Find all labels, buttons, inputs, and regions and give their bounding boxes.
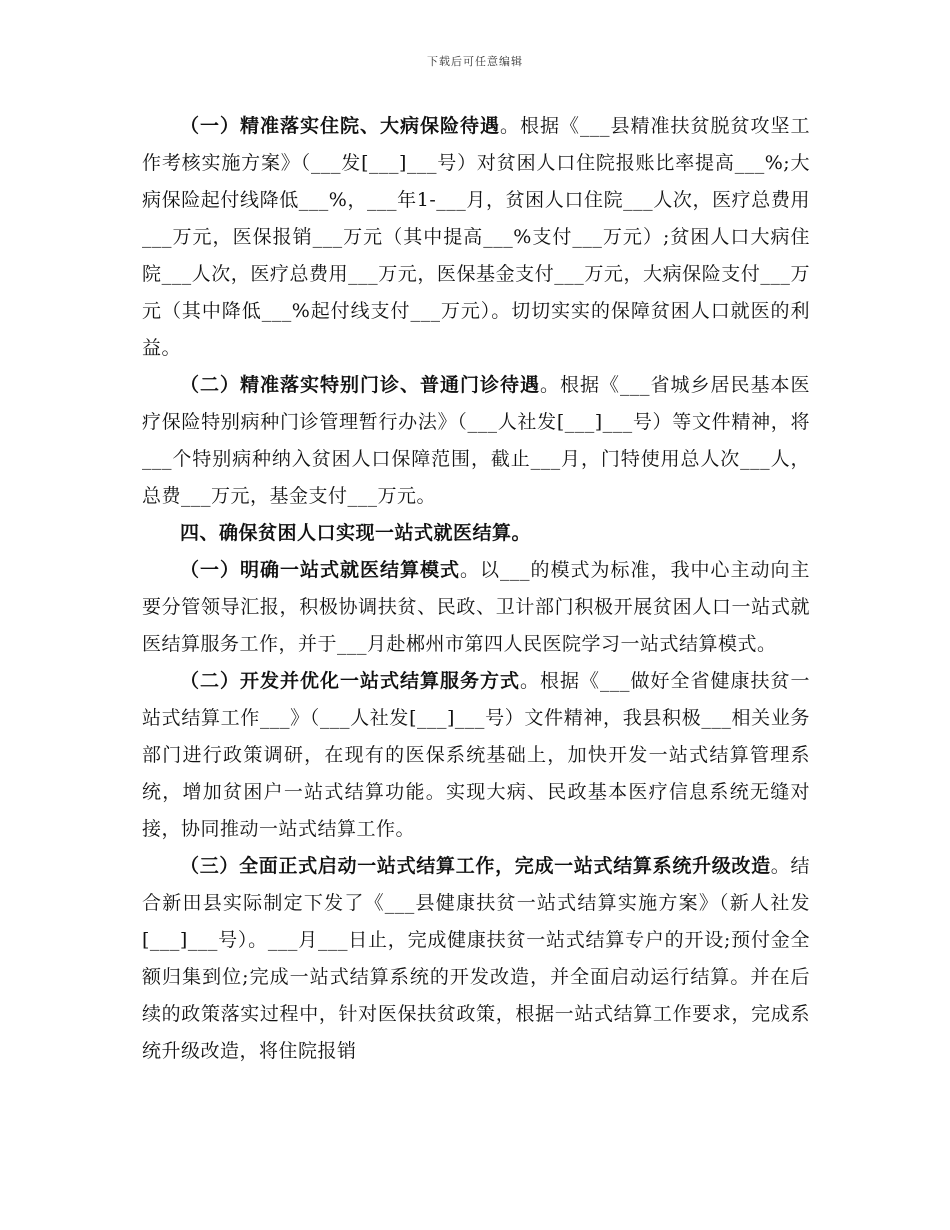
page-header-note: 下载后可任意编辑: [427, 55, 523, 68]
paragraph-lead: （二）开发并优化一站式结算服务方式: [180, 670, 520, 692]
paragraph-text: 。以___的模式为标准，我中心主动向主要分管领导汇报，积极协调扶贫、民政、卫计部门积极开展贫困人口一站式就医结算服务工作，并于___月赴郴州市第四人民医院学习一站式结算模式。: [142, 559, 810, 655]
paragraph-lead: （三）全面正式启动一站式结算工作，完成一站式结算系统升级改造: [180, 855, 771, 877]
paragraph-text: 。根据《___做好全省健康扶贫一站式结算工作___》（___人社发[___]___号）文件精神，我县积极___相关业务部门进行政策调研，在现有的医保系统基础上，加快开发一站式结算管理系统，增加贫困户一站式结算功能。实现大病、民政基本医疗信息系统无缝对接，协同推动一站式结算工作。: [142, 670, 810, 840]
paragraph-settlement-mode: [142, 552, 810, 663]
paragraph-text: 。结合新田县实际制定下发了《___县健康扶贫一站式结算实施方案》（新人社发[___]___号）。___月___日止，完成健康扶贫一站式结算专户的开设;预付金全额归集到位;完成一站式结算系统的开发改造，并全面启动运行结算。并在后续的政策落实过程中，针对医保扶贫政策，根据一站式结算工作要求，完成系统升级改造，将住院报销: [142, 855, 810, 1062]
paragraph-lead: （二）精准落实特别门诊、普通门诊待遇: [180, 374, 540, 396]
paragraph-settlement-launch: [142, 848, 810, 1070]
paragraph-outpatient: [142, 367, 810, 515]
paragraph-text: 。根据《___省城乡居民基本医疗保险特别病种门诊管理暂行办法》（___人社发[___]___号）等文件精神，将___个特别病种纳入贫困人口保障范围，截止___月，门特使用总人次___人，总费___万元，基金支付___万元。: [142, 374, 810, 507]
paragraph-lead: （一）精准落实住院、大病保险待遇: [180, 115, 500, 137]
document-body: [142, 108, 810, 1070]
paragraph-settlement-service: [142, 663, 810, 848]
paragraph-inpatient-insurance: [142, 108, 810, 367]
paragraph-lead: （一）明确一站式就医结算模式: [180, 559, 460, 581]
section-heading: 四、确保贫困人口实现一站式就医结算。: [180, 522, 532, 544]
paragraph-text: 。根据《___县精准扶贫脱贫攻坚工作考核实施方案》（___发[___]___号）对贫困人口住院报账比率提高___%;大病保险起付线降低___%，___年1-___月，贫困人口住院___人次，医疗总费用___万元，医保报销___万元（其中提高___%支付___万元）;贫困人口大病住院___人次，医疗总费用___万元，医保基金支付___万元，大病保险支付___万元（其中降低___%起付线支付___万元）。切切实实的保障贫困人口就医的利益。: [142, 115, 810, 359]
